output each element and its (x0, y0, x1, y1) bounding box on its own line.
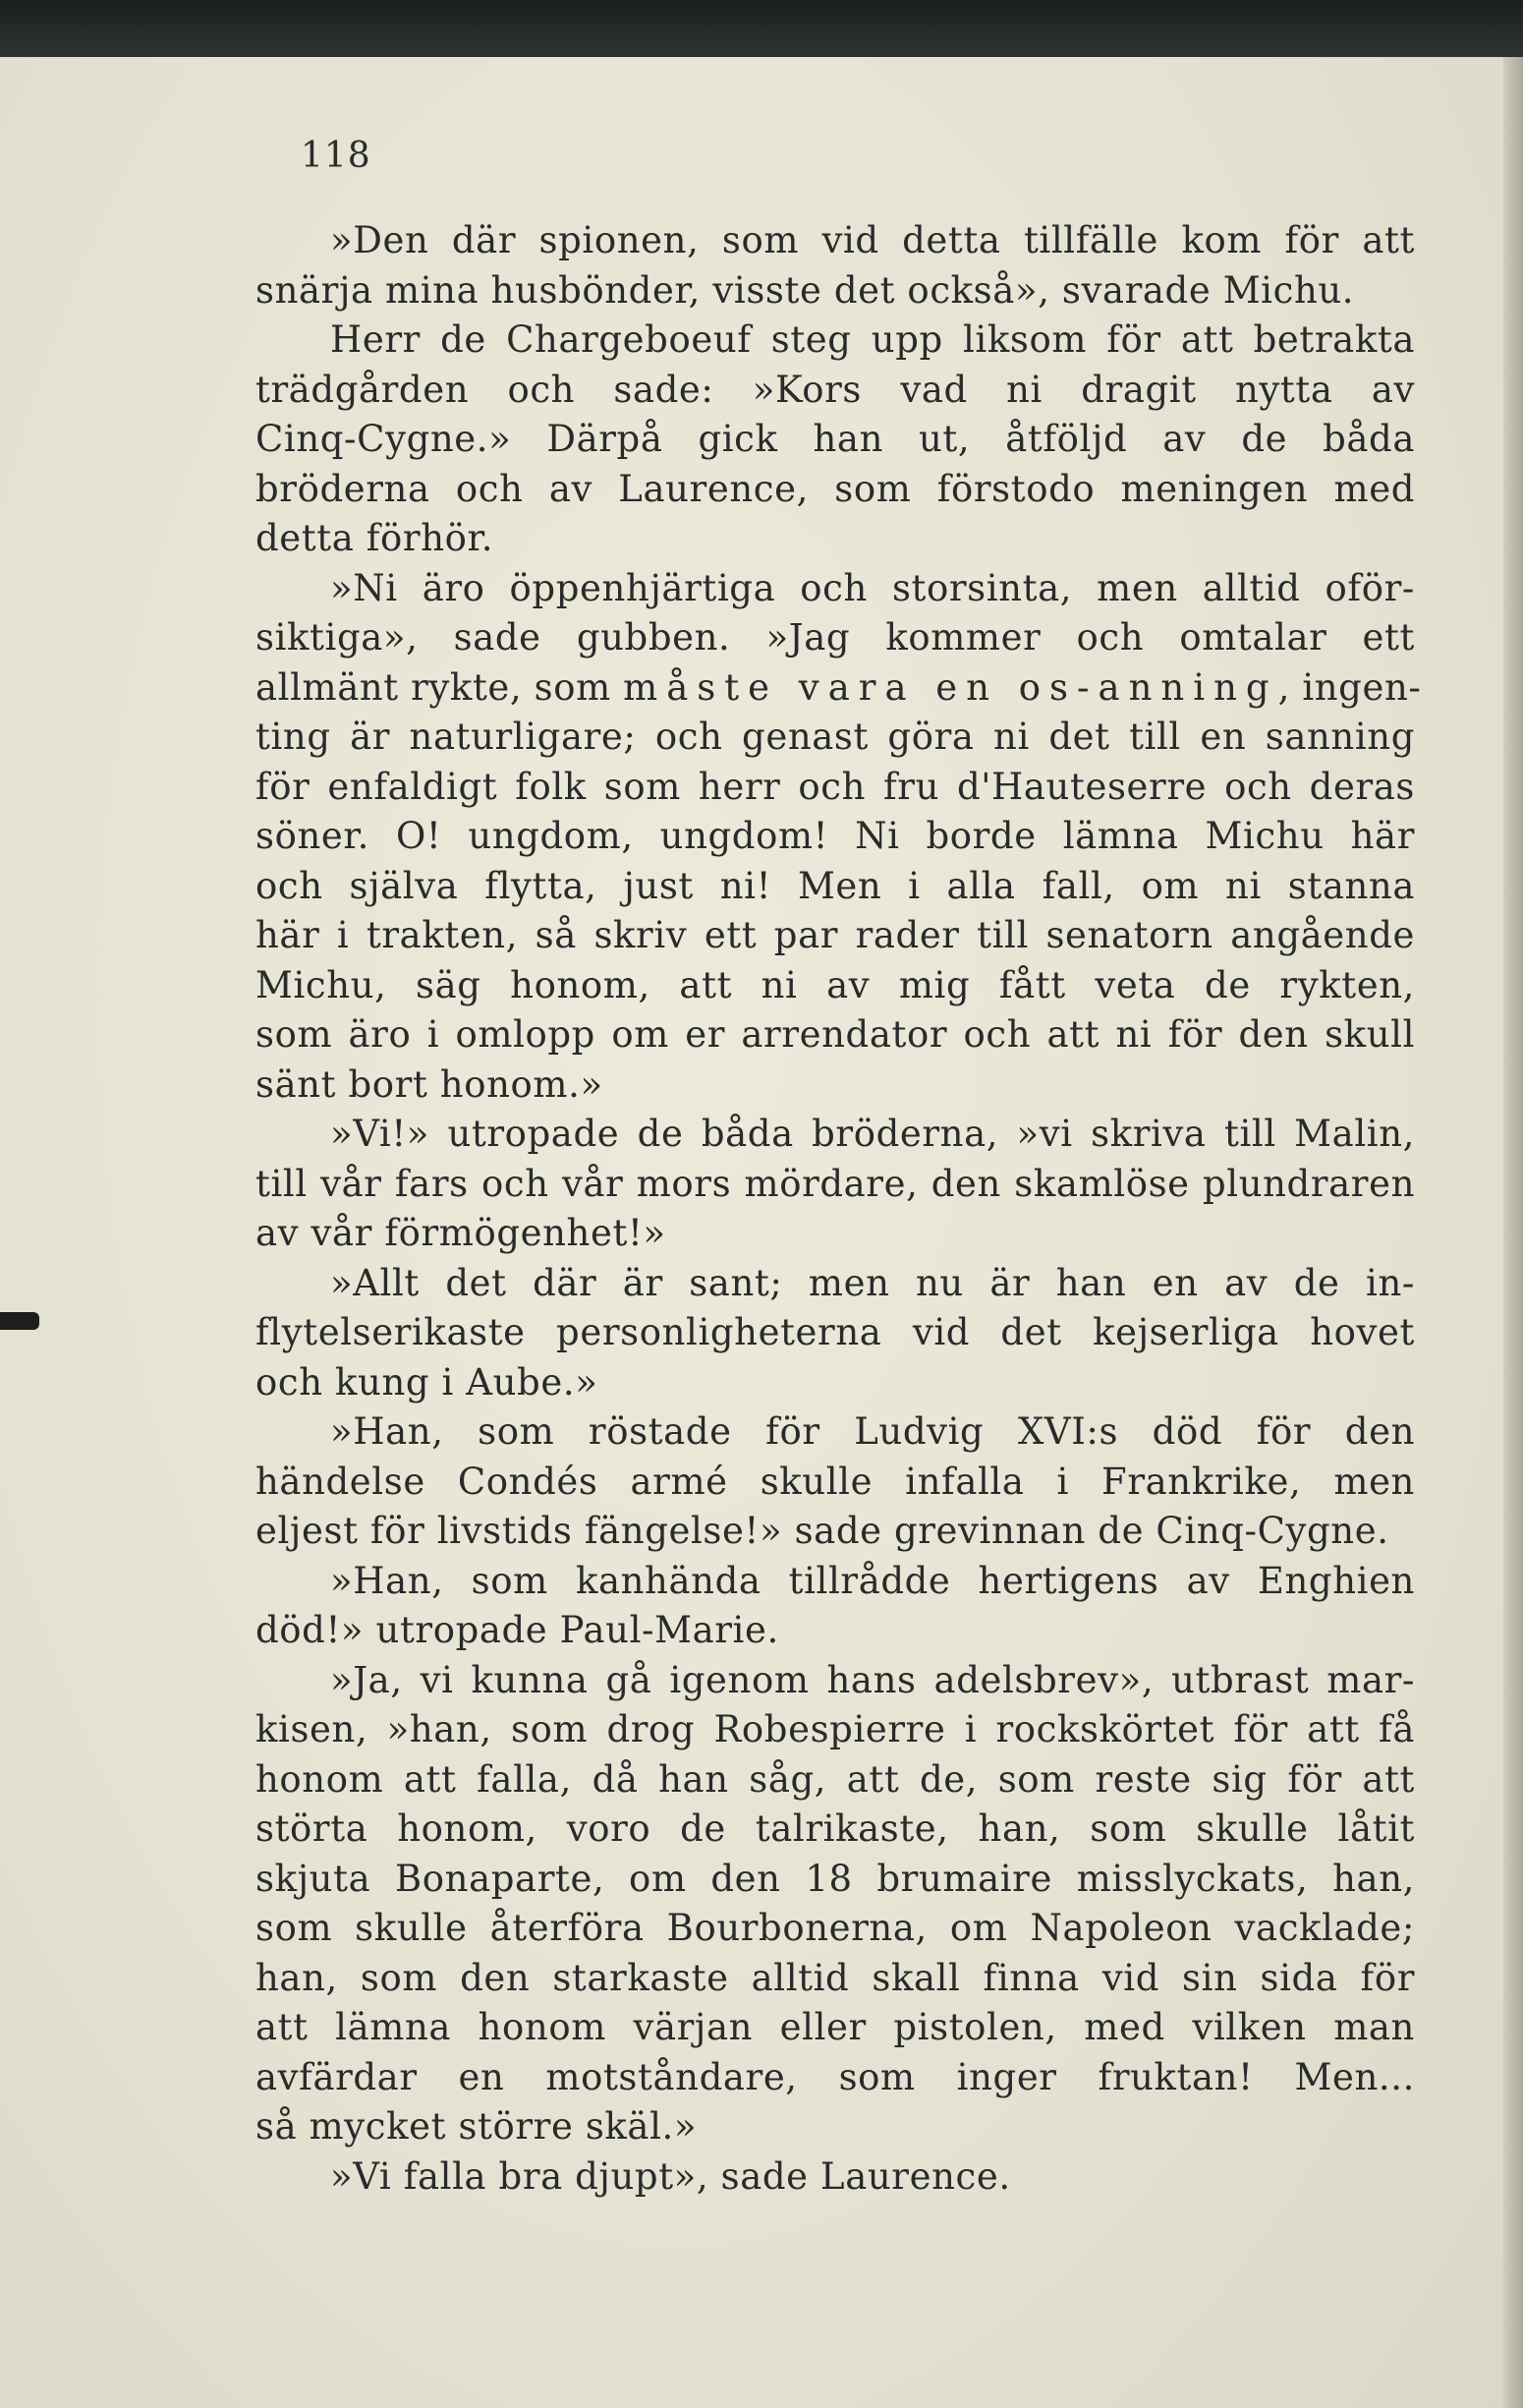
text-line: avfärdar en motståndare, som inger fruktan! Men... (255, 2055, 1415, 2098)
text-line: eljest för livstids fängelse!» sade grevinnan de Cinq-Cygne. (255, 1510, 1389, 1552)
text-fragment: , ingen- (1277, 665, 1422, 709)
text-line: Herr de Chargeboeuf steg upp liksom för att betrakta (330, 318, 1415, 361)
text-line: och själva flytta, just ni! Men i alla fall, om ni stanna (255, 864, 1415, 907)
bookmark-tab (0, 1312, 39, 1330)
text-line: detta förhör. (255, 517, 494, 559)
text-line: »Ni äro öppenhjärtiga och storsinta, men alltid oför- (330, 566, 1415, 609)
text-line: som äro i omlopp om er arrendator och att ni för den skull (255, 1013, 1415, 1056)
text-line: »Allt det där är sant; men nu är han en av de in- (330, 1261, 1415, 1304)
text-line: »Vi falla bra djupt», sade Laurence. (330, 2154, 1011, 2198)
text-line: Cinq-Cygne.» Därpå gick han ut, åtföljd av de båda (255, 418, 1415, 460)
page-number: 118 (301, 136, 371, 176)
text-line: ting är naturligare; och genast göra ni det till en sanning (255, 716, 1415, 758)
text-line: bröderna och av Laurence, som förstodo meningen med (255, 467, 1415, 510)
text-line: »Vi!» utropade de båda bröderna, »vi skriva till Malin, (330, 1113, 1415, 1155)
text-line: trädgården och sade: »Kors vad ni dragit nytta av (255, 368, 1415, 411)
text-line (255, 663, 1422, 714)
text-line: som skulle återföra Bourbonerna, om Napoleon vacklade; (255, 1907, 1415, 1949)
text-line: här i trakten, så skriv ett par rader till senatorn angående (255, 914, 1415, 956)
text-line: till vår fars och vår mors mördare, den skamlöse plundraren (255, 1162, 1415, 1205)
text-line: »Han, som kanhända tillrådde hertigens av Enghien (330, 1559, 1415, 1602)
text-line: Michu, säg honom, att ni av mig fått veta de rykten, (255, 963, 1415, 1006)
text-line: kisen, »han, som drog Robespierre i rockskörtet för att få (255, 1708, 1415, 1750)
text-line: honom att falla, då han såg, att de, som reste sig för att (255, 1757, 1415, 1801)
text-line: störta honom, voro de talrikaste, han, som skulle låtit (255, 1807, 1415, 1850)
text-line: och kung i Aube.» (255, 1360, 598, 1404)
text-line: söner. O! ungdom, ungdom! Ni borde lämna Michu här (255, 815, 1415, 857)
scan-background (0, 0, 1523, 59)
text-line: av vår förmögenhet!» (255, 1212, 666, 1254)
page-edge (1503, 57, 1523, 2408)
text-line: händelse Condés armé skulle infalla i Frankrike, men (255, 1460, 1415, 1503)
text-line: snärja mina husbönder, visste det också», svarade Michu. (255, 268, 1355, 312)
text-line: så mycket större skäl.» (255, 2105, 698, 2148)
text-line: att lämna honom värjan eller pistolen, med vilken man (255, 2006, 1415, 2048)
text-line: han, som den starkaste alltid skall finna vid sin sida för (255, 1956, 1415, 1999)
text-line: skjuta Bonaparte, om den 18 brumaire misslyckats, han, (255, 1857, 1415, 1900)
text-line: för enfaldigt folk som herr och fru d'Hauteserre och deras (255, 765, 1415, 808)
text-line: siktiga», sade gubben. »Jag kommer och omtalar ett (255, 616, 1415, 659)
emphasized-text: måste vara en os-anning (623, 665, 1278, 709)
text-line: sänt bort honom.» (255, 1062, 603, 1106)
text-fragment: allmänt rykte, som (255, 665, 624, 709)
body-text (255, 216, 1422, 2202)
text-line: flytelserikaste personligheterna vid det kejserliga hovet (255, 1311, 1415, 1353)
text-line: död!» utropade Paul-Marie. (255, 1609, 779, 1651)
text-line: »Han, som röstade för Ludvig XVI:s död för den (330, 1410, 1415, 1453)
text-line: »Ja, vi kunna gå igenom hans adelsbrev», utbrast mar- (330, 1658, 1415, 1701)
text-line: »Den där spionen, som vid detta tillfälle kom för att (330, 219, 1415, 261)
